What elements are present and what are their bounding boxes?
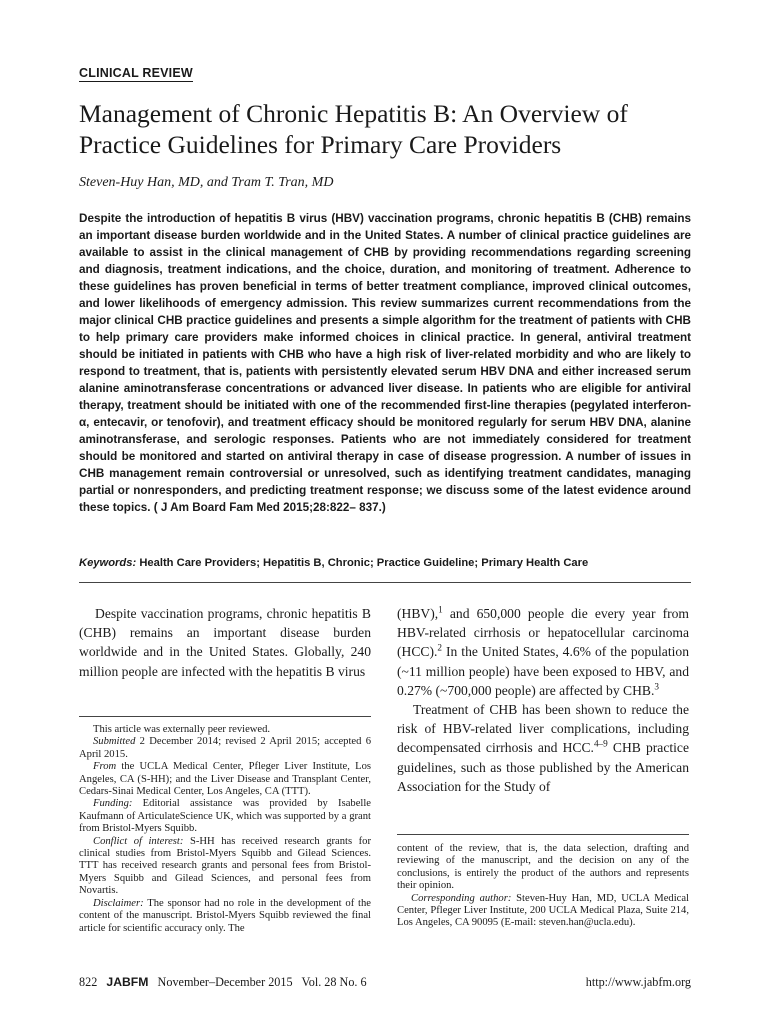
footnote-label: Conflict of interest: — [93, 835, 184, 847]
footnote-affiliation — [79, 761, 371, 798]
footnote-divider-left — [79, 716, 371, 717]
footnote-label: Disclaimer: — [93, 897, 144, 909]
issue-info: November–December 2015 Vol. 28 No. 6 — [157, 975, 367, 989]
footnote-conflict — [79, 836, 371, 898]
footnote-text: 2 December 2014; revised 2 April 2015; accepted 6 April 2015. — [79, 736, 371, 760]
citation-ref[interactable]: 2 — [437, 642, 443, 653]
author-line: Steven-Huy Han, MD, and Tram T. Tran, MD — [79, 175, 334, 190]
body-text: Treatment of CHB has been shown to reduce the risk of HBV-related liver complications, including decompensated cirrhosis and HCC. — [397, 702, 689, 756]
journal-url[interactable]: http://www.jabfm.org — [585, 975, 691, 989]
keywords — [79, 557, 691, 569]
footnote-label: Corresponding author: — [411, 892, 512, 904]
body-text: (HBV), — [397, 606, 439, 621]
footnote-divider-right — [397, 834, 689, 835]
keywords-label: Keywords: — [79, 557, 137, 569]
article-title: Management of Chronic Hepatitis B: An Overview of Practice Guidelines for Primary Care Providers — [79, 99, 628, 159]
footer-left — [79, 975, 367, 990]
body-text: and 650,000 people die every year from HBV-related cirrhosis or hepatocellular carcinoma (HCC). — [397, 606, 689, 660]
footnotes-right — [397, 843, 689, 930]
footnote-disclaimer — [79, 898, 371, 935]
footnote-funding — [79, 798, 371, 835]
abstract: Despite the introduction of hepatitis B virus (HBV) vaccination programs, chronic hepatitis B (CHB) remains an important disease burden worldwide and in the United States. A number of clinical practice guidelines are available to assist in the clinical management of CHB by providing recommendations regarding screening and diagnosis, treatment indications, and the choice, duration, and monitoring of treatment. Adherence to these guidelines has proven beneficial in terms of better treatment compliance, improved clinical outcomes, and lower likelihoods of emergency admission. This review summarizes current recommendations from the major clinical CHB practice guidelines and presents a simple algorithm for the treatment of patients with CHB to help primary care providers make informed choices in clinical practice. In general, antiviral treatment should be initiated in patients with CHB who have a high risk of liver-related morbidity and who are likely to respond to treatment, that is, patients with persistently elevated serum HBV DNA and either increased serum alanine aminotransferase concentrations or advanced liver disease. In patients who are eligible for antiviral therapy, treatment should be initiated with one of the recommended first-line therapies (pegylated interferon-α, entecavir, or tenofovir), and treatment efficacy should be monitored regularly for serum HBV DNA, alanine aminotransferase, and serologic responses. Patients who are not immediately considered for treatment should be monitored and started on antiviral therapy in case of disease progression. A number of issues in CHB management remain controversial or unresolved, such as identifying treatment candidates, managing partial or nonresponders, and predicting treatment response; we discuss some of the latest evidence around these topics. ( J Am Board Fam Med 2015;28:822– 837.) — [79, 212, 691, 514]
footnote-submitted — [79, 736, 371, 761]
body-paragraph — [397, 604, 689, 700]
footnote-text: Editorial assistance was provided by Isabelle Kaufmann of ArticulateScience UK, which was supported by a grant from Bristol-Myers Squibb. — [79, 798, 371, 835]
footnote-corresponding — [397, 893, 689, 930]
body-column-right — [397, 604, 689, 796]
body-text: In the United States, 4.6% of the population (~11 million people) have been exposed to HBV, and 0.27% (~700,000 people) are affected by CHB. — [397, 644, 689, 698]
footnotes-left — [79, 724, 371, 935]
footnote-disclaimer-continued: content of the review, that is, the data selection, drafting and reviewing of the manuscript, and the decision on any of the conclusions, is entirely the product of the authors and represents their opinion. — [397, 843, 689, 892]
footnote-text: The sponsor had no role in the development of the content of the manuscript. Bristol-Myers Squibb reviewed the final article for scientific accuracy only. The — [79, 897, 371, 934]
footnote-label: Submitted — [93, 736, 136, 748]
footnote-text[interactable]: Steven-Huy Han, MD, UCLA Medical Center, Pfleger Liver Institute, 200 UCLA Medical Plaza, Suite 214, Los Angeles, CA 90095 (E-mail: steven.han@ucla.edu). — [397, 892, 689, 929]
footnote-text: the UCLA Medical Center, Pfleger Liver Institute, Los Angeles, CA (S-HH); and the Liver Disease and Transplant Center, Cedars-Sinai Medical Center, Los Angeles, CA (TTT). — [79, 761, 371, 798]
citation-ref[interactable]: 3 — [654, 681, 660, 692]
section-label: CLINICAL REVIEW — [79, 66, 193, 80]
body-text: CHB practice guidelines, such as those published by the American Association for the Study of — [397, 740, 689, 794]
citation-ref[interactable]: 1 — [438, 604, 443, 615]
page-footer — [79, 975, 691, 990]
body-paragraph — [397, 700, 689, 796]
footnote-label: From — [93, 761, 117, 773]
footnote-label: Funding: — [93, 798, 133, 810]
citation-ref[interactable]: 4–9 — [593, 738, 608, 749]
journal-name: JABFM — [106, 975, 149, 989]
abstract-divider — [79, 582, 691, 583]
page-number: 822 — [79, 975, 98, 989]
keywords-text: Health Care Providers; Hepatitis B, Chronic; Practice Guideline; Primary Health Care — [139, 557, 589, 569]
body-column-left: Despite vaccination programs, chronic hepatitis B (CHB) remains an important disease burden worldwide and in the United States. Globally, 240 million people are infected with the hepatitis B virus — [79, 606, 371, 679]
footnote-peer-review: This article was externally peer reviewed. — [93, 724, 271, 735]
footnote-text: S-HH has received research grants for clinical studies from Bristol-Myers Squibb and Gilead Sciences. TTT has received research grants and personal fees from Bristol-Myers Squibb and Gilead Sciences, and personal fees from Novartis. — [79, 835, 371, 897]
